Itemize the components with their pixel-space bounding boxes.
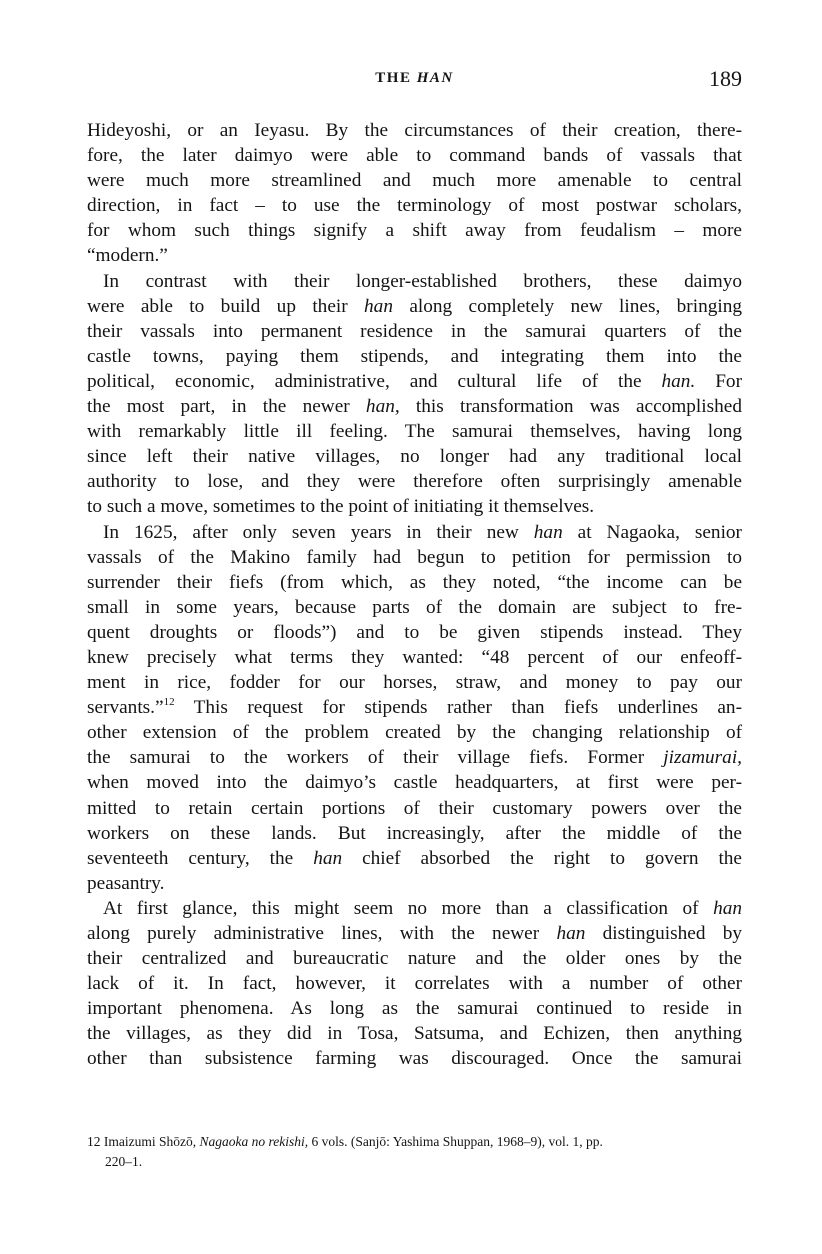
text-line bbox=[87, 494, 742, 519]
text-run: their centralized and bureaucratic nature and the older ones by the bbox=[87, 948, 742, 970]
text-line bbox=[87, 620, 742, 645]
text-run: In contrast with their longer-established brothers, these daimyo bbox=[103, 270, 742, 292]
text-run: quent droughts or floods”) and to be given stipends instead. They bbox=[87, 621, 742, 643]
text-line bbox=[87, 193, 742, 218]
text-line bbox=[87, 545, 742, 570]
text-line bbox=[87, 645, 742, 670]
text-run: with remarkably little ill feeling. The samurai themselves, having long bbox=[87, 421, 742, 443]
text-run: direction, in fact – to use the terminology of most postwar scholars, bbox=[87, 195, 742, 217]
text-line bbox=[87, 871, 742, 896]
italic-text: han, bbox=[365, 396, 400, 418]
text-run: for whom such things signify a shift away from feudalism – more bbox=[87, 220, 742, 242]
text-line bbox=[87, 469, 742, 494]
text-run: the samurai to the workers of their village fiefs. Former bbox=[87, 747, 664, 769]
text-line bbox=[87, 344, 742, 369]
running-title-prefix: THE bbox=[375, 70, 417, 86]
text-run: At first glance, this might seem no more than a classification of bbox=[103, 897, 714, 919]
text-run: ment in rice, fodder for our horses, straw, and money to pay our bbox=[87, 672, 742, 694]
text-run: In 1625, after only seven years in their new bbox=[103, 521, 534, 543]
text-line bbox=[87, 168, 742, 193]
text-run: 6 vols. (Sanjō: Yashima Shuppan, 1968–9), vol. 1, pp. bbox=[308, 1134, 603, 1149]
text-run: servants.” bbox=[87, 697, 164, 719]
text-line bbox=[87, 394, 742, 419]
text-run: this transformation was accomplished bbox=[399, 396, 742, 418]
text-line bbox=[87, 745, 742, 770]
text-line bbox=[87, 670, 742, 695]
text-line bbox=[87, 294, 742, 319]
text-run: workers on these lands. But increasingly, after the middle of the bbox=[87, 822, 742, 844]
text-run: along completely new lines, bringing bbox=[392, 295, 742, 317]
text-line bbox=[87, 821, 742, 846]
text-run: 220–1. bbox=[105, 1154, 143, 1169]
text-run: small in some years, because parts of the domain are subject to fre- bbox=[87, 596, 742, 618]
italic-text: han bbox=[713, 897, 742, 919]
text-run: mitted to retain certain portions of their customary powers over the bbox=[87, 797, 742, 819]
text-run: chief absorbed the right to govern the bbox=[342, 847, 742, 869]
text-run: authority to lose, and they were therefore often surprisingly amenable bbox=[87, 471, 742, 493]
running-header bbox=[87, 66, 742, 94]
text-line bbox=[87, 570, 742, 595]
text-run: their vassals into permanent residence in the samurai quarters of the bbox=[87, 320, 742, 342]
text-run: the most part, in the newer bbox=[87, 396, 366, 418]
text-line bbox=[87, 695, 742, 720]
footnote-line bbox=[87, 1152, 747, 1172]
text-run: lack of it. In fact, however, it correlates with a number of other bbox=[87, 973, 742, 995]
text-run: other extension of the problem created by the changing relationship of bbox=[87, 722, 742, 744]
text-line bbox=[87, 796, 742, 821]
footnote bbox=[87, 1132, 747, 1172]
text-line bbox=[87, 218, 742, 243]
text-line bbox=[87, 269, 742, 294]
italic-text: han bbox=[313, 847, 343, 869]
page-number: 189 bbox=[709, 66, 742, 91]
text-line bbox=[87, 971, 742, 996]
footnote-ref: 12 bbox=[163, 696, 175, 709]
text-line bbox=[87, 595, 742, 620]
text-run: distinguished by bbox=[585, 923, 743, 944]
text-run: at Nagaoka, senior bbox=[562, 521, 742, 543]
text-line bbox=[87, 369, 742, 394]
text-run: seventeeth century, the bbox=[87, 847, 314, 869]
text-line bbox=[87, 419, 742, 444]
text-run: Hideyoshi, or an Ieyasu. By the circumstances of their creation, there- bbox=[87, 120, 742, 141]
text-run: “modern.” bbox=[87, 245, 168, 267]
text-run: important phenomena. As long as the samurai continued to reside in bbox=[87, 998, 742, 1020]
footnote-line bbox=[87, 1132, 747, 1152]
italic-text: han bbox=[533, 521, 563, 543]
text-run: were able to build up their bbox=[87, 295, 365, 317]
text-line bbox=[87, 720, 742, 745]
text-line bbox=[87, 896, 742, 921]
text-line bbox=[87, 846, 742, 871]
text-run: This request for stipends rather than fiefs underlines an- bbox=[174, 697, 742, 719]
text-run: along purely administrative lines, with the newer bbox=[87, 923, 557, 944]
text-run: political, economic, administrative, and cultural life of the bbox=[87, 370, 662, 392]
text-line bbox=[87, 243, 742, 268]
text-line bbox=[87, 996, 742, 1021]
text-line bbox=[87, 319, 742, 344]
text-run: vassals of the Makino family had begun to petition for permission to bbox=[87, 546, 742, 568]
text-run: For bbox=[695, 370, 742, 392]
running-title-han: HAN bbox=[416, 70, 454, 86]
text-line bbox=[87, 520, 742, 545]
text-run: surrender their fiefs (from which, as they noted, “the income can be bbox=[87, 571, 742, 593]
italic-text: Nagaoka no rekishi, bbox=[199, 1134, 309, 1149]
text-line bbox=[87, 1021, 742, 1046]
italic-text: jizamurai, bbox=[663, 747, 742, 769]
italic-text: han bbox=[364, 295, 393, 317]
text-run: other than subsistence farming was discouraged. Once the samurai bbox=[87, 1048, 742, 1070]
italic-text: han. bbox=[661, 370, 696, 392]
text-run: to such a move, sometimes to the point of initiating it themselves. bbox=[87, 496, 595, 518]
text-line bbox=[87, 946, 742, 971]
text-run: when moved into the daimyo’s castle headquarters, at first were per- bbox=[87, 772, 742, 794]
text-run: peasantry. bbox=[87, 872, 165, 894]
text-line bbox=[87, 143, 742, 168]
text-run: castle towns, paying them stipends, and integrating them into the bbox=[87, 345, 742, 367]
text-run: the villages, as they did in Tosa, Satsuma, and Echizen, then anything bbox=[87, 1023, 742, 1045]
text-run: were much more streamlined and much more amenable to central bbox=[87, 170, 742, 192]
text-line bbox=[87, 444, 742, 469]
text-run: knew precisely what terms they wanted: “48 percent of our enfeoff- bbox=[87, 646, 742, 668]
italic-text: han bbox=[556, 923, 586, 944]
text-run: since left their native villages, no longer had any traditional local bbox=[87, 446, 742, 468]
text-run: 12 Imaizumi Shōzō, bbox=[87, 1134, 200, 1149]
text-line bbox=[87, 921, 742, 946]
text-line bbox=[87, 1046, 742, 1071]
running-title bbox=[87, 70, 742, 87]
text-run: fore, the later daimyo were able to command bands of vassals that bbox=[87, 145, 742, 167]
body-text bbox=[87, 118, 742, 1072]
text-line bbox=[87, 118, 742, 143]
text-line bbox=[87, 770, 742, 795]
